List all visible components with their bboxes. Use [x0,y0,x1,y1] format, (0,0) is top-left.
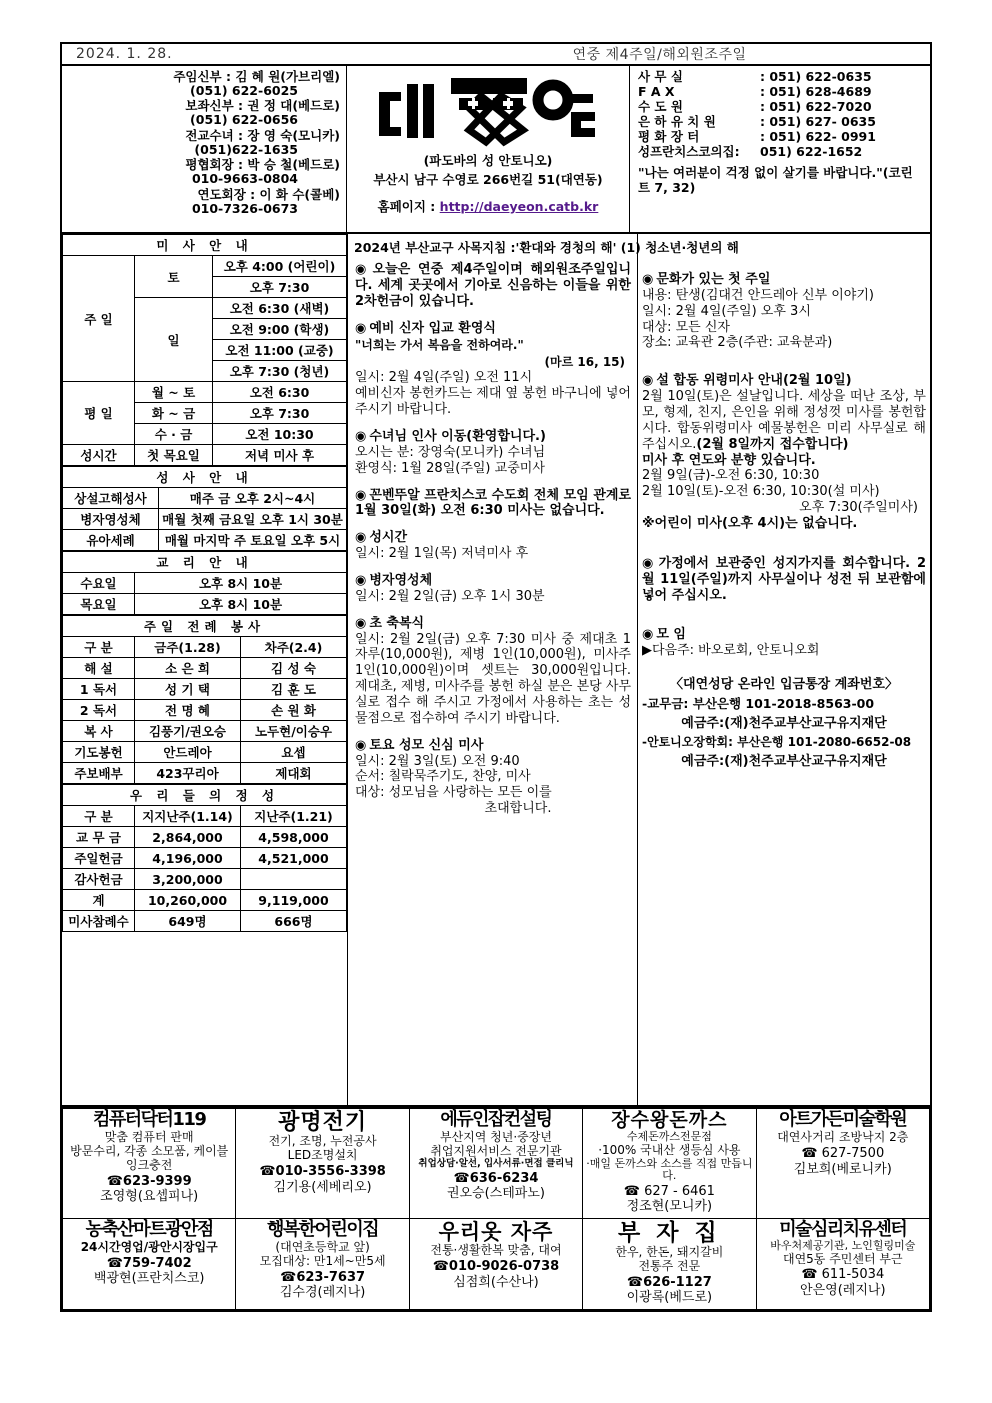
table-row [63,848,347,869]
bank-account-line: -안토니오장학회: 부산은행 101-2080-6652-08 [642,735,912,750]
contact-number: : 051) 622- 0991 [760,129,876,144]
ad-business-name: 부 자 집 [618,1220,721,1247]
ads-row [63,1109,930,1219]
mass-time: 오후 7:30 [213,403,347,424]
ad-desc-line: 취업상담·알선, 입사서류·면접 클리닉 [418,1157,574,1169]
staff-tel: 010-7326-0673 [191,200,298,216]
mass-day: 화 ~ 금 [135,403,213,424]
announcement-item [355,738,631,817]
staff-name: 장 영 숙(모니카) [247,127,340,143]
announcement-head: ◉ 가정에서 보관중인 성지가지를 회수합니다. 2월 11일(주일)까지 사무실이나 성전 뒤 보관함에 넣어 주십시오. [642,555,927,603]
homepage-row [378,197,599,215]
mass-guide-table [62,234,347,466]
catechism-guide-table [62,551,347,615]
staff-tel: (051)622-1635 [194,141,298,157]
right-column [638,234,930,1105]
staff-role: 전교수녀 [185,127,234,143]
cell: 김 성 숙 [241,658,347,679]
staff-name: 김 혜 원(가브리엘) [235,69,340,84]
staff-row: 전교수녀 : 장 영 숙(모니카) [185,127,340,143]
ad-contact-person: 김보희(베로니카) [793,1161,892,1177]
staff-name: 권 정 대(베드로) [247,98,340,114]
ad-contact-person: 조영형(요셉피나) [100,1189,199,1205]
staff-name: 이 화 수(콜베) [259,186,340,202]
bank-title: 〈대연성당 온라인 입금통장 계좌번호〉 [670,677,898,693]
announcement-body-line: 일시: 2월 4일(주일) 오후 3시 [642,303,811,319]
cell-amount: 4,521,000 [241,848,347,869]
bullet-icon: ◉ [642,627,654,643]
cell: 김풍기/권오승 [135,721,241,742]
ad-contact-person: 안은영(레지나) [800,1283,886,1298]
cell: 성 기 택 [135,679,241,700]
announcement-item [642,627,926,659]
ad-business-name: 장수왕돈까스 [611,1109,728,1132]
table-row [63,827,347,848]
announcement-body-line: 장소: 교육관 2층(주관: 교육분과) [642,335,833,351]
liturgy-service-table [62,615,347,784]
sacrament-guide-table [62,466,347,551]
column-header: 지지난주(1.14) [135,806,241,827]
announcement-body-line: 일시: 2월 4일(주일) 오전 11시 [355,370,533,386]
ad-phone[interactable]: ☎626-1127 [626,1274,712,1290]
mass-day: 토 [135,256,213,298]
staff-row: 평협회장 : 박 승 철(베드로) [185,157,340,173]
ad-desc-line: (대연초등학교 앞) [275,1239,370,1254]
ad-cell[interactable] [236,1109,409,1219]
bullet-icon: ◉ [355,530,367,546]
mass-group: 주 일 [63,256,135,382]
sacrament-label: 유아세례 [63,530,159,551]
contact-row [638,129,922,144]
table-row [63,679,347,700]
ad-desc-line: 맞춤 컴퓨터 판매 [104,1130,194,1145]
row-label: 감사헌금 [63,869,135,890]
cell: 제대회 [241,763,347,784]
ad-contact-person: 권오승(스테파노) [446,1186,545,1202]
ad-contact-person: 김수경(레지나) [279,1285,366,1301]
announcement-item [642,373,926,532]
announcement-head: ◉ 오늘은 연중 제4주일이며 해외원조주일입니다. 세계 곳곳에서 기아로 신음하는 이들을 위한 2차헌금이 있습니다. [355,262,631,309]
homepage-link[interactable]: http://daeyeon.catb.kr [439,199,599,214]
staff-row: 연도회장 : 이 화 수(콜베) [197,186,340,202]
catechism-label: 수요일 [63,573,135,594]
ad-cell[interactable] [409,1109,582,1219]
cell: 안드레아 [135,742,241,763]
contact-row [638,84,922,99]
mass-time: 오후 7:30 (청년) [213,361,347,382]
cell: 김 훈 도 [241,679,347,700]
contact-label: 은 하 유 치 원 [638,114,716,129]
staff-list [62,66,347,232]
ad-phone[interactable]: ☎623-9399 [106,1173,192,1189]
bullet-icon: ◉ [355,573,367,589]
mass-time: 오후 4:00 (어린이) [213,256,347,277]
cell-amount: 4,196,000 [135,848,241,869]
row-label: 해 설 [63,658,135,679]
mass-time: 오전 10:30 [213,424,347,445]
cell-amount: 10,260,000 [135,890,241,911]
table-row [63,806,347,827]
sacrament-value: 매월 마지막 주 토요일 오후 5시 [159,530,347,551]
mass-day: 첫 목요일 [135,445,213,466]
announcement-body-line: 미사 후 연도와 분향 있습니다. [642,452,816,468]
announcement-reference: (마르 16, 15) [544,355,625,370]
ad-desc-line: 잉크충전 [126,1157,173,1172]
announcement-item [355,616,631,727]
bullet-icon: ◉ [355,487,367,503]
announcement-body-line: 오시는 분: 장영숙(모니카) 수녀님 [355,444,546,460]
cell-amount: 3,200,000 [135,869,241,890]
ad-cell[interactable] [63,1219,236,1310]
announcement-note: ※어린이 미사(오후 4시)는 없습니다. [642,516,858,532]
ads-row [63,1219,930,1310]
catechism-label: 목요일 [63,594,135,615]
ad-desc-line: ·매일 돈까스와 소스를 직접 만듭니다. [586,1156,753,1183]
announcement-body-line: 내용: 탄생(김대건 안드레아 신부 이야기) [642,287,874,303]
column-header: 지난주(1.21) [241,806,347,827]
staff-row: 보좌신부 : 권 정 대(베드로) [185,98,340,114]
patron-saint: (파도바의 성 안토니오) [423,153,553,168]
staff-role: 주임신부 [173,69,222,84]
bullet-icon: ◉ [355,262,370,277]
mass-day: 수 · 금 [135,424,213,445]
row-label: 주일헌금 [63,848,135,869]
table-row [63,742,347,763]
ad-business-name: 행복한어린이집 [266,1219,379,1241]
announcement-item [642,272,926,351]
ad-phone[interactable]: ☎010-3556-3398 [259,1163,386,1179]
contact-row [638,69,922,84]
ad-phone[interactable]: ☎623-7637 [280,1269,366,1285]
sunday-title: 연중 제4주일/해외원조주일 [572,47,747,63]
ad-desc-line: 전통·생활한복 맞춤, 대여 [430,1243,562,1258]
ad-phone[interactable]: ☎ 627 - 6461 [623,1183,715,1199]
mass-day: 일 [135,298,213,382]
announcement-body-line: 일시: 2월 2일(금) 오후 1시 30분 [355,588,545,604]
ad-business-name: 미술심리치유센터 [779,1219,907,1241]
ad-desc-line: 24시간영업/광안시장입구 [80,1239,218,1254]
ad-business-name: 컴퓨터닥터119 [92,1109,206,1131]
offerings-table [62,784,347,932]
announcement-body-line: 2월 9일(금)-오전 6:30, 10:30 [642,468,820,484]
announcement-head: ◉ 수녀님 인사 이동(환영합니다.) [355,429,546,445]
sacrament-value: 매주 금 오후 2시~4시 [159,488,347,509]
ad-contact-person: 정조현(모니카) [626,1199,713,1215]
bulletin-date: 2024. 1. 28. [76,46,173,62]
announcement-body-line: 대상: 성모님을 사랑하는 모든 이를 [355,785,552,801]
advertisements [62,1107,930,1310]
ad-phone[interactable]: ☎ 627-7500 [801,1145,885,1161]
main-content [62,234,930,1107]
ad-desc-line: ·100% 국내산 생등심 사용 [598,1142,741,1157]
column-header: 금주(1.28) [135,637,241,658]
parish-identity [347,66,630,232]
row-label: 주보배부 [63,763,135,784]
offerings-title: 우 리 들 의 정 성 [63,785,347,806]
ads-table [62,1108,930,1310]
staff-name: 박 승 철(베드로) [247,157,340,173]
ad-cell[interactable] [63,1109,236,1219]
announcement-body-line: 일시: 2월 1일(목) 저녁미사 후 [355,546,529,562]
ad-desc-line: 수제돈까스전문점 [626,1130,712,1144]
mass-time: 오후 7:30 [213,277,347,298]
cell-amount: 2,864,000 [135,827,241,848]
cell: 손 원 화 [241,700,347,721]
announcement-head: ◉ 모 임 [642,627,686,643]
cell-amount [241,869,347,890]
table-row [63,869,347,890]
mid-announcements [348,262,637,817]
ad-business-name: 농축산마트광안점 [85,1219,213,1241]
ad-cell[interactable] [409,1219,582,1310]
announcement-item [355,321,631,418]
table-row [63,658,347,679]
cell-amount: 666명 [241,911,347,932]
ad-cell[interactable] [756,1219,929,1310]
ad-contact-person: 심점희(수산나) [453,1274,539,1290]
ad-desc-line: 방문수리, 각종 소모품, 케이블 [70,1143,229,1158]
sacrament-label: 상설고해성사 [63,488,159,509]
bullet-icon: ◉ [642,272,654,287]
masthead [62,66,930,234]
bullet-icon: ◉ [355,615,367,631]
contact-label: 성프란치스코의집: [638,144,740,159]
ad-business-name: 에듀인잡컨설팅 [440,1109,552,1131]
announcement-body-line: 일시: 2월 3일(토) 오전 9:40 [355,753,520,769]
announcement-body-line: 순서: 칠락묵주기도, 찬양, 미사 [355,769,531,785]
announcement-item [355,429,631,477]
pastoral-guideline: 2024년 부산교구 사목지침 :'환대와 경청의 해' (1) 청소년·청년의 해 [354,240,739,255]
column-header: 차주(2.4) [241,637,347,658]
ad-phone[interactable]: ☎010-9026-0738 [432,1258,560,1274]
row-label: 미사참례수 [63,911,135,932]
homepage-label: 홈페이지 : [377,199,436,214]
ad-cell[interactable] [756,1109,929,1219]
cell: 노두현/이승우 [241,721,347,742]
announcement-body-line: 오후 7:30(주일미사) [799,500,918,516]
announcement-body-line: 2월 10일(토)-오전 6:30, 10:30(설 미사) [642,484,880,500]
announcement-head: ◉ 설 합동 위령미사 안내(2월 10일) [642,373,852,389]
announcement-item [355,262,631,310]
contact-number: 051) 622-1652 [760,144,863,159]
ad-contact-person: 이광록(베드로) [626,1290,713,1306]
cell: 423꾸리아 [135,763,241,784]
table-row [63,700,347,721]
mass-time: 오전 6:30 (새벽) [213,298,347,319]
cell-amount: 4,598,000 [241,827,347,848]
announcement-item [355,530,631,562]
scripture-verse: "나는 여러분이 걱정 없이 살기를 바랍니다."(코린트 7, 32) [638,165,913,195]
ad-desc-line: 전통주 전문 [638,1259,701,1274]
contact-row [638,144,922,159]
announcement-item [355,573,631,605]
row-label: 기도봉헌 [63,742,135,763]
contact-row [638,99,922,114]
ad-desc-line: 모집대상: 만1세~만5세 [259,1253,386,1268]
contact-number: : 051) 627- 0635 [760,114,876,129]
table-row [63,721,347,742]
announcement-body-line: 대상: 모든 신자 [642,319,730,335]
mass-guide-title: 미 사 안 내 [63,235,347,256]
bullet-icon: ◉ [355,429,367,445]
ad-desc-line: LED조명설치 [287,1148,358,1163]
ad-business-name: 아트가든미술학원 [779,1109,907,1131]
ad-cell[interactable] [236,1219,409,1310]
mass-time: 오전 6:30 [213,382,347,403]
announcement-head: ◉ 성시간 [355,530,408,546]
mass-time: 오전 11:00 (교중) [213,340,347,361]
staff-role: 연도회장 [197,186,246,202]
cell-amount: 649명 [135,911,241,932]
announcement-item [355,488,631,520]
table-row [63,637,347,658]
contact-number: : 051) 628-4689 [760,84,872,99]
announcement-head: ◉ 문화가 있는 첫 주일 [642,272,771,287]
next-week-groups: ▶다음주: 바오로회, 안토니오회 [642,643,820,659]
staff-row: 주임신부 : 김 혜 원(가브리엘) [173,69,340,84]
table-row [63,763,347,784]
mass-group: 성시간 [63,445,135,466]
staff-role: 평협회장 [185,157,234,173]
left-column [62,234,348,1105]
ad-phone[interactable]: ☎636-6234 [453,1170,539,1186]
ad-cell[interactable] [583,1109,756,1219]
announcement-head: ◉ 토요 성모 신심 미사 [355,737,484,753]
row-label: 교 무 금 [63,827,135,848]
ad-contact-person: 김기용(세베리오) [273,1179,372,1195]
ad-desc-line: 바우처제공기관, 노인힐링미술 [770,1238,916,1252]
ad-desc-line: 전기, 조명, 누전공사 [268,1134,377,1149]
ad-phone[interactable]: ☎ 611-5034 [801,1267,885,1283]
bank-account-box [642,673,926,769]
row-label: 1 독서 [63,679,135,700]
catechism-value: 오후 8시 10분 [135,594,347,615]
ad-cell[interactable] [583,1219,756,1310]
table-row [63,911,347,932]
contact-number: : 051) 622-0635 [760,69,872,84]
bullet-icon: ◉ [355,320,367,336]
mass-group: 평 일 [63,382,135,445]
cell-amount: 9,119,000 [241,890,347,911]
ad-desc-line: 취업지원서비스 전문기관 [430,1143,562,1158]
sacrament-label: 병자영성체 [63,509,159,530]
ad-contact-person: 백광현(프란치스코) [93,1271,205,1287]
announcement-body-line: 예비신자 봉헌카드는 제대 옆 봉헌 바구니에 넣어주시기 바랍니다. [355,386,631,418]
contact-label: 평 화 장 터 [638,129,700,144]
ad-business-name: 광명전기 [278,1110,368,1136]
announcement-head: ◉ 병자영성체 [355,573,433,589]
announcement-head: ◉ 초 축복식 [355,615,425,631]
announcement-body-line: 환영식: 1월 28일(주일) 교중미사 [355,460,545,476]
catechism-guide-title: 교 리 안 내 [63,552,347,573]
bullet-icon: ◉ [642,555,656,571]
mass-time: 오전 9:00 (학생) [213,319,347,340]
staff-tel: (051) 622-0656 [190,112,298,128]
bullet-icon: ◉ [642,373,654,389]
contact-label: 수 도 원 [638,99,683,114]
announcement-body-line: 2월 10일(토)은 설날입니다. 세상을 떠난 조상, 부모, 형제, 친지, 은인을 위해 정성껏 미사를 봉헌합시다. 합동위령미사 예물봉헌은 미리 사무실로 해 주십시오.(2월 8일까지 접수합니다) [642,389,926,452]
announcement-head: ◉ 예비 신자 입교 환영식 [355,320,496,336]
liturgy-service-title: 주일 전례 봉사 [63,616,347,637]
bank-account-owner: 예금주:(재)천주교부산교구유지재단 [681,716,887,732]
top-bar [62,44,930,66]
row-label: 2 독서 [63,700,135,721]
announcement-item [642,556,926,604]
row-label: 계 [63,890,135,911]
table-row [63,890,347,911]
parish-address: 부산시 남구 수영로 266번길 51(대연동) [373,172,603,187]
announcement-head: ◉ 꼰벤뚜알 프란치스코 수도회 전체 모임 관계로 1월 30일(화) 오전 6:30 미사는 없습니다. [355,487,632,519]
staff-role: 보좌신부 [185,98,234,114]
cell: 전 명 혜 [135,700,241,721]
contact-number: : 051) 622-7020 [760,99,872,114]
mass-time: 저녁 미사 후 [213,445,347,466]
ad-phone[interactable]: ☎759-7402 [106,1255,192,1271]
bullet-icon: ◉ [355,737,367,753]
cell: 요셉 [241,742,347,763]
contact-label: F A X [638,84,675,99]
ad-desc-line: 한우, 한돈, 돼지갈비 [615,1245,724,1260]
cell: 소 은 희 [135,658,241,679]
ad-desc-line: 대연사거리 조방낙지 2층 [777,1130,909,1145]
parish-logo-icon [373,70,603,150]
bank-account-line: -교무금: 부산은행 101-2018-8563-00 [642,696,875,712]
ad-desc-line: 부산지역 청년·중장년 [439,1130,552,1145]
column-header: 구 분 [63,806,135,827]
announcement-body-line: 초대합니다. [484,801,552,817]
sacrament-guide-title: 성 사 안 내 [63,467,347,488]
sacrament-value: 매월 첫째 금요일 오후 1시 30분 [159,509,347,530]
mass-day: 월 ~ 토 [135,382,213,403]
announcement-body-line: 일시: 2월 2일(금) 오후 7:30 미사 중 제대초 1자루(10,000원), 제병 1인(10,000원), 미사주 1인(10,000원)이며 셋트는 30,000원입니다. 제대초, 제병, 미사주를 봉헌 하실 분은 본당 사무실로 접수 해 주시고 가정에서 사용하는 초는 성물점으로 접수하여 주시기 바랍니다. [355,631,631,726]
ad-business-name: 우리옷 자주 [438,1220,554,1245]
contact-list [630,66,930,232]
contact-label: 사 무 실 [638,69,683,84]
staff-tel: 010-9663-0804 [191,171,298,187]
announcement-quote: "너희는 가서 복음을 전하여라." [355,338,524,353]
staff-tel: (051) 622-6025 [190,83,298,98]
contact-row [638,114,922,129]
bank-account-owner: 예금주:(재)천주교부산교구유지재단 [681,754,887,770]
ad-desc-line: 대연5동 주민센터 부근 [782,1251,903,1266]
catechism-value: 오후 8시 10분 [135,573,347,594]
row-label: 복 사 [63,721,135,742]
column-header: 구 분 [63,637,135,658]
bulletin-page [60,42,932,1312]
